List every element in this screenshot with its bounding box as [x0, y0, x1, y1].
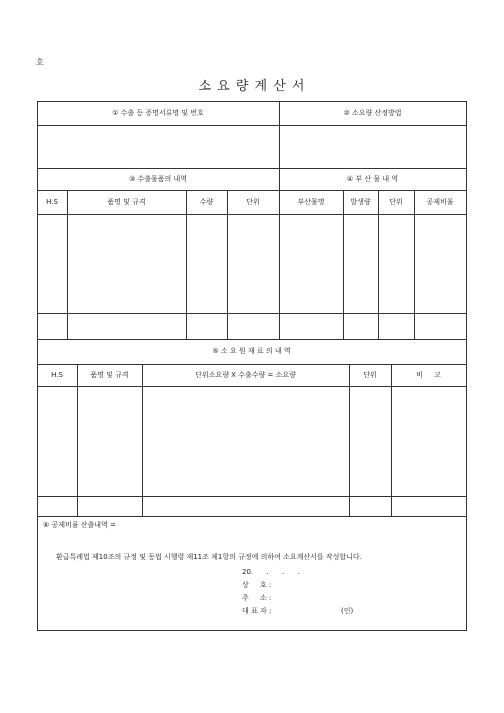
deduction-calc-label: ⑥ 공제비율 산출내역 =: [43, 521, 116, 529]
col-hs: H.S: [46, 198, 58, 206]
address-label: 주 소 :: [242, 594, 272, 602]
byproducts-header: ④ 부 산 물 내 역: [346, 175, 399, 183]
company-label: 상 호 :: [242, 581, 272, 589]
col-item-spec-3: 품명 및 규격: [90, 371, 129, 379]
col-deduction-rate: 공제비율: [426, 198, 454, 206]
export-docs-header: ① 수출 등 증명서류명 및 번호: [112, 109, 204, 117]
export-items-header: ③ 수출물품의 내역: [128, 175, 188, 183]
col-quantity: 수량: [199, 198, 214, 206]
col-amount: 발생량: [350, 198, 371, 206]
calc-method-header: ② 소요량 산정방법: [343, 109, 402, 117]
col-unit: 단위: [246, 198, 260, 206]
seal-mark: (인): [341, 607, 354, 615]
col-remarks: 비 고: [416, 371, 441, 379]
col-item-spec: 품명 및 규격: [107, 198, 146, 206]
raw-materials-header: ⑤ 소 요 원 재 료 의 내 역: [212, 347, 291, 355]
representative-label: 대 표 자 :: [242, 607, 272, 615]
col-unit-3: 단위: [363, 371, 377, 379]
statement-text: 환급특례법 제10조의 규정 및 동법 시행령 제11조 제1항의 규정에 의하여 소요계산서를 작성합니다.: [56, 553, 362, 561]
col-unit-2: 단위: [389, 198, 403, 206]
doc-number-label: 호: [36, 58, 44, 67]
col-formula: 단위소요량 X 수출수량 = 소요량: [195, 371, 296, 379]
document-title: 소 요 량 계 산 서: [198, 79, 306, 94]
date-line: 20. . . .: [242, 568, 300, 576]
col-byproduct-name: 부산물명: [297, 198, 325, 206]
col-hs-3: H.S: [51, 371, 63, 379]
